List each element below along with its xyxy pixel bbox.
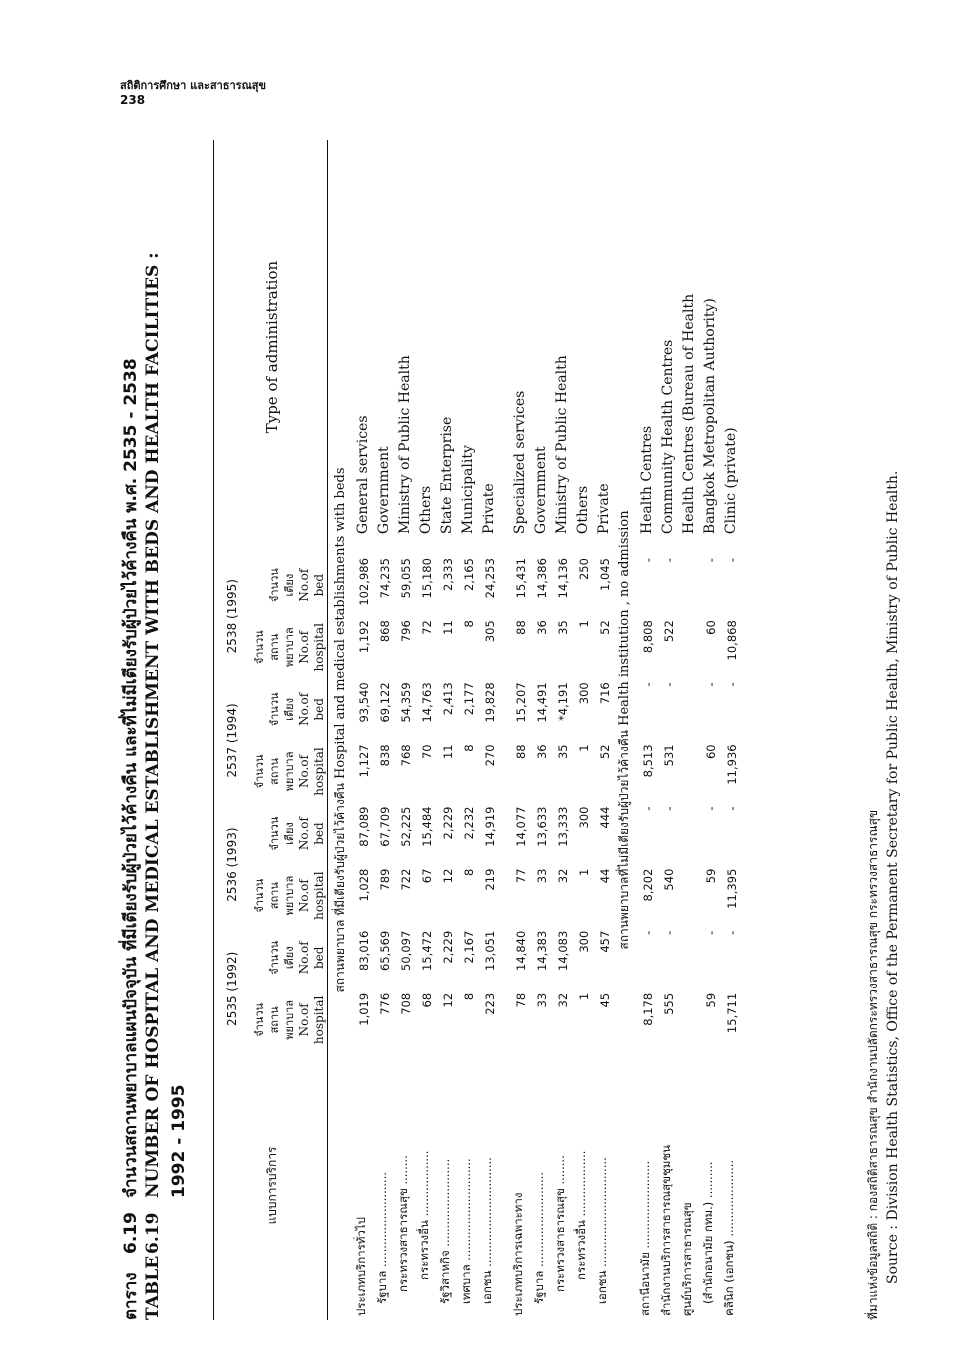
hospital-count-cell: 59 [704, 992, 718, 1008]
row-label-english: Ministry of Public Health [397, 355, 413, 535]
hospital-count-cell [676, 740, 697, 802]
thai-title: ตาราง6.19จำนวนสถานพยาบาลแผนปัจจุบัน ที่มีเตียงรับผู้ป่วยไว้ค้างคืน และที่ไม่มีเตียงรับผู้ป่วยไว้ค้างคืน พ.ศ. 2535 - 2538 [121, 358, 141, 1320]
bed-count-cell: *4,191 [556, 682, 570, 721]
hospital-count-header: จำนวน สถานพยาบาล No.of hospital [253, 623, 326, 672]
bed-count-cell: 2,167 [462, 930, 476, 964]
bed-count-cell: 15,180 [420, 558, 434, 599]
hospital-count-cell: 32 [556, 992, 570, 1008]
hospital-count-cell: 60 [704, 620, 718, 635]
source-thai: ที่มาแห่งข้อมูลสถิติ : กองสถิติสาธารณสุข สำนักงานปลัดกระทรวงสาธารณสุข กระทรวงสาธารณสุข [866, 809, 880, 1320]
bed-count-cell: 59,055 [399, 558, 413, 599]
hospital-count-cell: 44 [598, 868, 612, 884]
row-label-english: Government [533, 446, 549, 535]
hospital-count-cell: 8 [462, 868, 476, 876]
hospital-count-cell: 88 [514, 744, 528, 760]
hospital-count-cell: 33 [535, 992, 549, 1008]
bed-count-cell: 65,569 [378, 930, 392, 971]
hospital-count-cell: 1,192 [357, 620, 371, 654]
hospital-count-cell: 768 [399, 744, 413, 767]
hospital-count-cell: 8,202 [641, 868, 655, 902]
hospital-count-cell: 60 [704, 744, 718, 760]
row-label-thai: รัฐบาล .......................... [375, 1171, 389, 1304]
hospital-count-cell: 15,711 [725, 992, 739, 1034]
hospital-count-cell: 789 [378, 868, 392, 891]
bed-count-cell: 14,136 [556, 558, 570, 599]
hospital-count-cell: 8,513 [641, 744, 655, 778]
hospital-count-cell: 8,808 [641, 620, 655, 654]
hospital-count-cell: 52 [598, 744, 612, 760]
year-header: 2535 (1992) [225, 951, 239, 1026]
bed-count-cell: - [725, 806, 739, 811]
table-row [371, 140, 392, 1320]
hospital-count-cell: 88 [514, 620, 528, 635]
hospital-count-cell: 11,936 [725, 744, 739, 785]
hospital-count-cell: 36 [535, 744, 549, 760]
row-label-thai: เอกชน .............................. [595, 1157, 609, 1304]
row-label-english: Municipality [460, 445, 476, 535]
bed-count-cell: 15,207 [514, 682, 528, 723]
hospital-count-cell [676, 989, 697, 1051]
bed-count-cell: - [704, 930, 718, 935]
bed-count-cell: - [725, 930, 739, 935]
hospital-count-cell: 32 [556, 868, 570, 884]
row-label-thai: ศูนย์บริการสาธารณสุข [680, 1202, 694, 1316]
hospital-count-cell [676, 865, 697, 927]
year-header: 2537 (1994) [225, 703, 239, 778]
bed-count-cell: 15,472 [420, 930, 434, 971]
bed-count-cell [676, 678, 697, 740]
year-header: 2536 (1993) [225, 827, 239, 902]
hospital-count-cell: 1 [577, 992, 591, 1001]
page-number: 238 [120, 93, 146, 107]
bed-count-cell [676, 554, 697, 616]
bed-count-cell: 15,431 [514, 558, 528, 599]
hospital-count-cell: 8 [462, 744, 476, 752]
hospital-count-cell: 868 [378, 620, 392, 643]
year-header-row [217, 140, 239, 1320]
bed-count-cell: 300 [577, 930, 591, 953]
bed-count-header: จำนวน เตียง No.of bed [268, 816, 326, 851]
row-label-english: Clinic (private) [723, 427, 739, 535]
bed-count-cell: 2,229 [441, 930, 455, 964]
bed-count-cell: 14,840 [514, 930, 528, 971]
hospital-count-cell: 1 [577, 620, 591, 628]
hospital-count-cell: 68 [420, 992, 434, 1008]
bed-count-cell: 13,633 [535, 806, 549, 847]
hospital-count-cell: 10,868 [725, 620, 739, 661]
table-row [392, 140, 413, 1320]
row-label-english: Health Centres (Bureau of Health [681, 293, 697, 535]
bed-count-cell: - [641, 806, 655, 811]
hospital-count-cell: 522 [662, 620, 676, 643]
bed-count-cell: 14,386 [535, 558, 549, 599]
rotated-table-page [115, 140, 925, 1320]
bed-count-cell: - [704, 682, 718, 687]
bed-count-cell: - [662, 558, 676, 563]
table-row [507, 140, 528, 1320]
hospital-count-cell: 722 [399, 868, 413, 891]
row-label-thai: กระทรวงอื่น .................. [574, 1150, 588, 1280]
bed-count-cell: 14,077 [514, 806, 528, 847]
bed-count-cell: 457 [598, 930, 612, 953]
hospital-count-cell: 796 [399, 620, 413, 643]
english-column-header: Type of administration [263, 260, 281, 434]
hospital-count-header: จำนวน สถานพยาบาล No.of hospital [253, 747, 326, 796]
bed-count-cell: 14,383 [535, 930, 549, 971]
row-label-english: Private [596, 483, 612, 535]
english-title-years: 1992 - 1995 [169, 1084, 189, 1198]
english-title: TABLE6.19NUMBER OF HOSPITAL AND MEDICAL ESTABLISHMENT WITH BEDS AND HEALTH FACILITIES : [143, 252, 163, 1320]
hospital-count-cell: 33 [535, 868, 549, 884]
hospital-count-cell: 1,127 [357, 744, 371, 778]
table-row [718, 140, 739, 1320]
table-row [350, 140, 371, 1320]
row-label-thai: ประเภทบริการเฉพาะทาง [511, 1192, 525, 1316]
hospital-count-cell: 67 [420, 868, 434, 884]
row-label-thai: รัฐวิสาหกิจ ........................ [438, 1158, 452, 1304]
bed-count-cell: 69,122 [378, 682, 392, 723]
bed-count-cell: 2,413 [441, 682, 455, 716]
table-row [549, 140, 570, 1320]
hospital-count-cell: 52 [598, 620, 612, 635]
hospital-count-cell: 72 [420, 620, 434, 635]
row-label-thai: กระทรวงอื่น .................. [417, 1150, 431, 1280]
hospital-count-cell: 1,028 [357, 868, 371, 902]
table-row [676, 140, 697, 1320]
bed-count-cell: 52,225 [399, 806, 413, 847]
bed-count-cell: 24,253 [483, 558, 497, 599]
hospital-count-cell: 78 [514, 992, 528, 1008]
hospital-count-cell: 59 [704, 868, 718, 884]
hospital-count-cell: 11 [441, 744, 455, 760]
top-rule [213, 140, 214, 1320]
row-label-thai: รัฐบาล .......................... [532, 1171, 546, 1304]
bed-count-cell: 14,763 [420, 682, 434, 723]
hospital-count-cell: 1 [577, 744, 591, 752]
row-label-english: Ministry of Public Health [554, 355, 570, 535]
year-header: 2538 (1995) [225, 579, 239, 654]
bed-count-header: จำนวน เตียง No.of bed [268, 940, 326, 975]
table-row [591, 140, 612, 1320]
hospital-count-header: จำนวน สถานพยาบาล No.of hospital [253, 995, 326, 1045]
section-title: สถิติการศึกษา และสาธารณสุข [120, 79, 267, 92]
section-heading-thai: สถานพยาบาล ที่มีเตียงรับผู้ป่วยไว้ค้างคืน [333, 783, 347, 993]
hospital-count-cell: 270 [483, 744, 497, 767]
footnote [863, 471, 903, 1320]
hospital-count-cell: 8,178 [641, 992, 655, 1026]
hospital-count-cell: 1,019 [357, 992, 371, 1026]
hospital-count-cell: 36 [535, 620, 549, 635]
bed-count-cell: - [641, 930, 655, 935]
bed-count-cell: 67,709 [378, 806, 392, 847]
bed-count-cell: - [662, 682, 676, 687]
bed-count-header: จำนวน เตียง No.of bed [268, 568, 326, 603]
hospital-count-cell: 776 [378, 992, 392, 1015]
hospital-count-cell: 223 [483, 992, 497, 1015]
row-label-thai: ประเภทบริการทั่วไป [354, 1217, 368, 1316]
table-row [697, 140, 718, 1320]
bed-count-cell: - [704, 806, 718, 811]
table-row [528, 140, 549, 1320]
bed-count-cell: - [662, 930, 676, 935]
hospital-count-cell: 11 [441, 620, 455, 635]
hospital-count-cell: 35 [556, 620, 570, 635]
spacer-row [497, 140, 507, 1320]
row-label-english: Others [418, 485, 434, 535]
bed-count-cell: 716 [598, 682, 612, 705]
section-heading-row [612, 140, 634, 1320]
bed-count-cell: 93,540 [357, 682, 371, 723]
hospital-count-cell: 1 [577, 868, 591, 876]
row-label-english: Private [481, 483, 497, 535]
bed-count-cell: 15,484 [420, 806, 434, 847]
bed-count-cell: 2,165 [462, 558, 476, 592]
hospital-count-cell: 531 [662, 744, 676, 767]
hospital-count-cell: 555 [662, 992, 676, 1015]
hospital-count-cell: 45 [598, 992, 612, 1008]
row-label-thai: (สำนักอนามัย กทม.) .......... [701, 1161, 715, 1304]
row-label-english: Others [575, 485, 591, 535]
bed-count-cell: 19,828 [483, 682, 497, 723]
bed-count-cell: 83,016 [357, 930, 371, 971]
bed-count-cell: 2,232 [462, 806, 476, 840]
row-label-english: Government [376, 446, 392, 535]
bed-count-cell: - [662, 806, 676, 811]
hospital-count-cell: 12 [441, 992, 455, 1008]
row-label-thai: กระทรวงสาธารณสุข ........ [396, 1155, 410, 1292]
row-label-english: Community Health Centres [660, 339, 676, 535]
bed-count-cell: 50,097 [399, 930, 413, 971]
bed-count-cell: 54,359 [399, 682, 413, 723]
hospital-count-cell: 708 [399, 992, 413, 1015]
row-label-thai: สถานีอนามัย ........................ [638, 1160, 652, 1316]
bed-count-header: จำนวน เตียง No.of bed [268, 692, 326, 727]
bed-count-cell: 13,333 [556, 806, 570, 847]
bed-count-cell: 444 [598, 806, 612, 829]
hospital-count-cell [676, 616, 697, 678]
hospital-count-cell: 540 [662, 868, 676, 891]
bed-count-cell: 74,235 [378, 558, 392, 599]
section-heading-english: Hospital and medical establishments with beds [333, 467, 348, 779]
hospital-count-cell: 70 [420, 744, 434, 760]
section-heading-english: Health institution , no admission [617, 510, 632, 726]
hospital-count-cell: 12 [441, 868, 455, 884]
bed-count-cell: 1,045 [598, 558, 612, 592]
row-label-thai: กระทรวงสาธารณสุข ........ [553, 1155, 567, 1292]
hospital-count-cell: 11,395 [725, 868, 739, 909]
table-row [455, 140, 476, 1320]
data-table [217, 140, 739, 1320]
bed-count-cell: 102,986 [357, 558, 371, 606]
hospital-count-cell: 8 [462, 992, 476, 1001]
row-label-english: State Enterprise [439, 416, 455, 535]
hospital-count-cell: 838 [378, 744, 392, 767]
bed-count-cell: 2,333 [441, 558, 455, 592]
page-header [120, 78, 266, 108]
bed-count-cell: 300 [577, 682, 591, 705]
bed-count-cell: 250 [577, 558, 591, 581]
bed-count-cell: 13,051 [483, 930, 497, 971]
thai-column-header: แบบการบริการ [264, 1146, 279, 1225]
bed-count-cell [676, 927, 697, 989]
hospital-count-cell: 219 [483, 868, 497, 891]
source-english: Source : Division Health Statistics, Office of the Permanent Secretary for Public Health, Ministry of Public Health. [885, 470, 901, 1284]
row-label-thai: สำนักงานบริการสาธารณสุขชุมชน [659, 1144, 673, 1316]
hospital-count-cell: 35 [556, 744, 570, 760]
bed-count-cell: - [641, 558, 655, 563]
bed-count-cell: 14,919 [483, 806, 497, 847]
bed-count-cell: 300 [577, 806, 591, 829]
table-row [413, 140, 434, 1320]
bed-count-cell: 2,177 [462, 682, 476, 716]
row-label-english: General services [355, 415, 371, 535]
row-label-thai: เทศบาล ............................ [459, 1158, 473, 1304]
hospital-count-cell: 77 [514, 868, 528, 884]
bed-count-cell: 14,083 [556, 930, 570, 971]
bed-count-cell: - [704, 558, 718, 563]
row-label-thai: เอกชน .............................. [480, 1157, 494, 1304]
row-label-english: Bangkok Metropolitan Authority) [702, 298, 718, 535]
table-row [434, 140, 455, 1320]
table-row [634, 140, 655, 1320]
bed-count-cell: 14,491 [535, 682, 549, 723]
hospital-count-cell: 305 [483, 620, 497, 643]
table-row [655, 140, 676, 1320]
section-heading-row [328, 140, 351, 1320]
hospital-count-cell: 8 [462, 620, 476, 628]
row-label-english: Specialized services [512, 390, 528, 535]
section-heading-thai: สถานพยาบาลที่ไม่มีเตียงรับผู้ป่วยไว้ค้างคืน [617, 729, 631, 950]
bed-count-cell: - [641, 682, 655, 687]
bed-count-cell [676, 803, 697, 865]
bed-count-cell: 2,229 [441, 806, 455, 840]
hospital-count-header: จำนวน สถานพยาบาล No.of hospital [253, 871, 326, 920]
bed-count-cell: - [725, 558, 739, 563]
bed-count-cell: - [725, 682, 739, 687]
table-row [476, 140, 497, 1320]
row-label-thai: คลินิก (เอกชน) ..................... [722, 1159, 736, 1316]
row-label-english: Health Centres [639, 425, 655, 535]
table-row [570, 140, 591, 1320]
bed-count-cell: 87,089 [357, 806, 371, 847]
